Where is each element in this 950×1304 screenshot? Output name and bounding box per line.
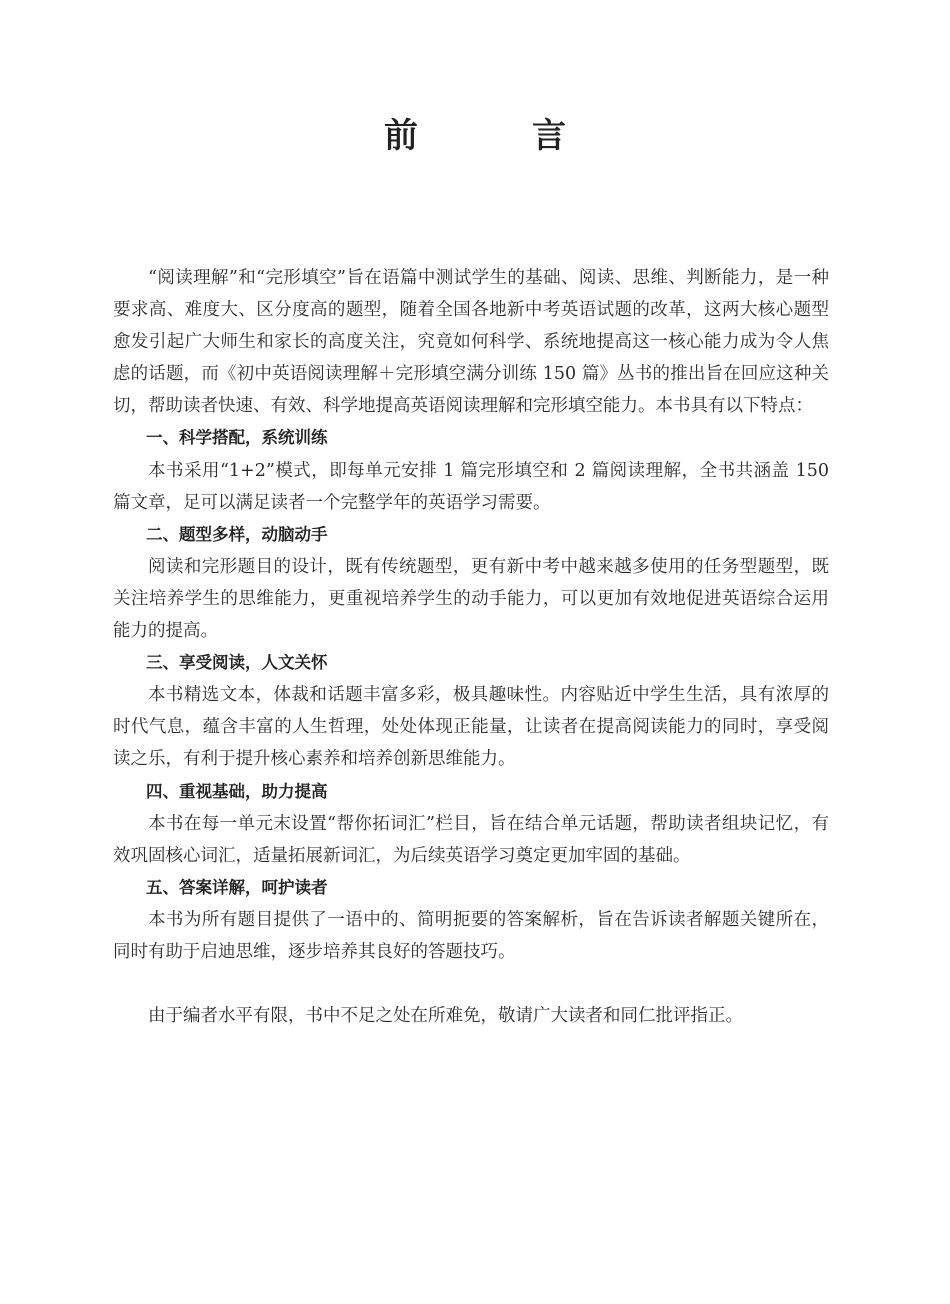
section-heading-2: 二、题型多样，动脑动手 [146,524,328,544]
section-text-2: 阅读和完形题目的设计，既有传统题型，更有新中考中越来越多使用的任务型题型，既关注培养学生的思维能力，更重视培养学生的动手能力，可以更加有效地促进英语综合运用能力的提高。 [113,556,829,642]
intro-paragraph: “阅读理解”和“完形填空”旨在语篇中测试学生的基础、阅读、思维、判断能力，是一种要求高、难度大、区分度高的题型，随着全国各地新中考英语试题的改革，这两大核心题型愈发引起广大师生和家长的高度关注，究竟如何科学、系统地提高这一核心能力成为令人焦虑的话题，而《初中英语阅读理解＋完形填空满分训练 150 篇》丛书的推出旨在回应这种关切，帮助读者快速、有效、科学地提高英语阅读理解和完形填空能力。本书具有以下特点： [113,268,829,417]
preface-body [113,262,829,1032]
section-heading-1: 一、科学搭配，系统训练 [146,428,328,448]
closing-paragraph: 由于编者水平有限，书中不足之处在所难免，敬请广大读者和同仁批评指正。 [148,1006,743,1027]
section-heading-5: 五、答案详解，呵护读者 [146,877,328,897]
section-text-4: 本书在每一单元末设置“帮你拓词汇”栏目，旨在结合单元话题，帮助读者组块记忆，有效巩固核心词汇，适量拓展新词汇，为后续英语学习奠定更加牢固的基础。 [113,813,829,866]
section-text-5: 本书为所有题目提供了一语中的、简明扼要的答案解析，旨在告诉读者解题关键所在，同时有助于启迪思维，逐步培养其良好的答题技巧。 [113,909,829,962]
section-text-1: 本书采用“1+2”模式，即每单元安排 1 篇完形填空和 2 篇阅读理解，全书共涵盖 150 篇文章，足可以满足读者一个完整学年的英语学习需要。 [113,460,829,513]
section-heading-3: 三、享受阅读，人文关怀 [146,653,328,673]
page-title: 前 言 [384,116,606,156]
section-text-3: 本书精选文本，体裁和话题丰富多彩，极具趣味性。内容贴近中学生生活，具有浓厚的时代气息，蕴含丰富的人生哲理，处处体现正能量，让读者在提高阅读能力的同时，享受阅读之乐，有利于提升核心素养和培养创新思维能力。 [113,685,829,770]
section-heading-4: 四、重视基础，助力提高 [146,781,328,801]
